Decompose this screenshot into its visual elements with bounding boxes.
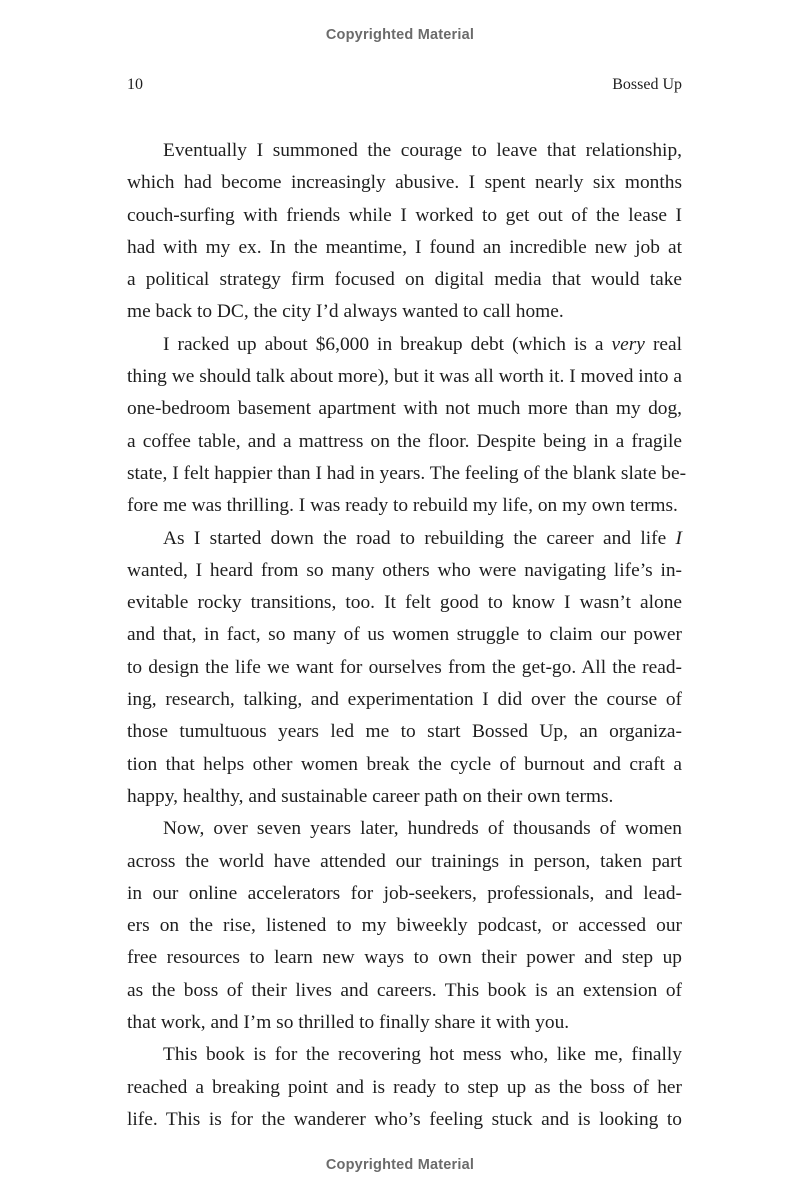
text-span: real	[644, 333, 683, 355]
text-line: which had become increasingly abusive. I spent nearly six months	[127, 172, 682, 194]
text-line: thing we should talk about more), but it was all worth it. I moved into a	[127, 366, 682, 388]
text-line: This book is for the recovering hot mess who, like me, finally	[163, 1044, 682, 1066]
text-line: those tumultuous years led me to start Bossed Up, an organiza-	[127, 721, 682, 743]
copyright-watermark-top: Copyrighted Material	[325, 27, 475, 43]
text-line: wanted, I heard from so many others who were navigating life’s in-	[127, 559, 682, 581]
text-line: a political strategy firm focused on digital media that would take	[127, 269, 682, 291]
text-span: I racked up about $6,000 in breakup debt (which is a	[163, 333, 612, 355]
running-head	[127, 76, 682, 98]
paragraph	[127, 523, 682, 814]
page-number: 10	[127, 76, 143, 93]
text-line: free resources to learn new ways to own their power and step up	[127, 947, 682, 969]
text-line: across the world have attended our trainings in person, taken part	[127, 850, 682, 872]
text-line: evitable rocky transitions, too. It felt good to know I wasn’t alone	[127, 592, 682, 614]
paragraph	[127, 1039, 682, 1136]
paragraph	[127, 135, 682, 329]
copyright-watermark-bottom: Copyrighted Material	[325, 1157, 475, 1173]
text-line: reached a breaking point and is ready to step up as the boss of her	[127, 1076, 682, 1098]
text-line	[127, 523, 682, 555]
paragraph	[127, 813, 682, 1039]
text-line: Eventually I summoned the courage to leave that relationship,	[163, 140, 682, 161]
text-line: to design the life we want for ourselves from the get-go. All the read-	[127, 656, 682, 678]
text-line: couch-surfing with friends while I worked to get out of the lease I	[127, 204, 682, 226]
paragraph	[127, 329, 687, 523]
text-line: had with my ex. In the meantime, I found an incredible new job at	[127, 236, 682, 258]
running-head-title: Bossed Up	[612, 76, 682, 93]
body-text	[127, 135, 687, 1136]
text-line: happy, healthy, and sustainable career path on their own terms.	[127, 785, 614, 807]
text-line: me back to DC, the city I’d always wanted to call home.	[127, 301, 564, 323]
text-line: state, I felt happier than I had in years. The feeling of the blank slate be-	[127, 462, 687, 484]
text-line: fore me was thrilling. I was ready to rebuild my life, on my own terms.	[127, 495, 678, 517]
emphasis-text: I	[675, 527, 682, 549]
text-line: ers on the rise, listened to my biweekly podcast, or accessed our	[127, 915, 682, 937]
text-line: that work, and I’m so thrilled to finally share it with you.	[127, 1012, 570, 1034]
text-line: ing, research, talking, and experimentation I did over the course of	[127, 689, 682, 711]
text-line: a coffee table, and a mattress on the floor. Despite being in a fragile	[127, 430, 682, 452]
text-line: tion that helps other women break the cycle of burnout and craft a	[127, 753, 682, 775]
text-span: As I started down the road to rebuilding the career and life	[163, 527, 676, 549]
text-line: as the boss of their lives and careers. This book is an extension of	[127, 979, 682, 1001]
emphasis-text: very	[611, 333, 645, 355]
text-line: one-bedroom basement apartment with not much more than my dog,	[127, 398, 682, 420]
text-line: in our online accelerators for job-seekers, professionals, and lead-	[127, 882, 682, 904]
text-line: life. This is for the wanderer who’s feeling stuck and is looking to	[127, 1108, 682, 1130]
text-line: and that, in fact, so many of us women struggle to claim our power	[127, 624, 682, 646]
text-line	[127, 329, 682, 361]
text-line: Now, over seven years later, hundreds of thousands of women	[163, 818, 682, 840]
